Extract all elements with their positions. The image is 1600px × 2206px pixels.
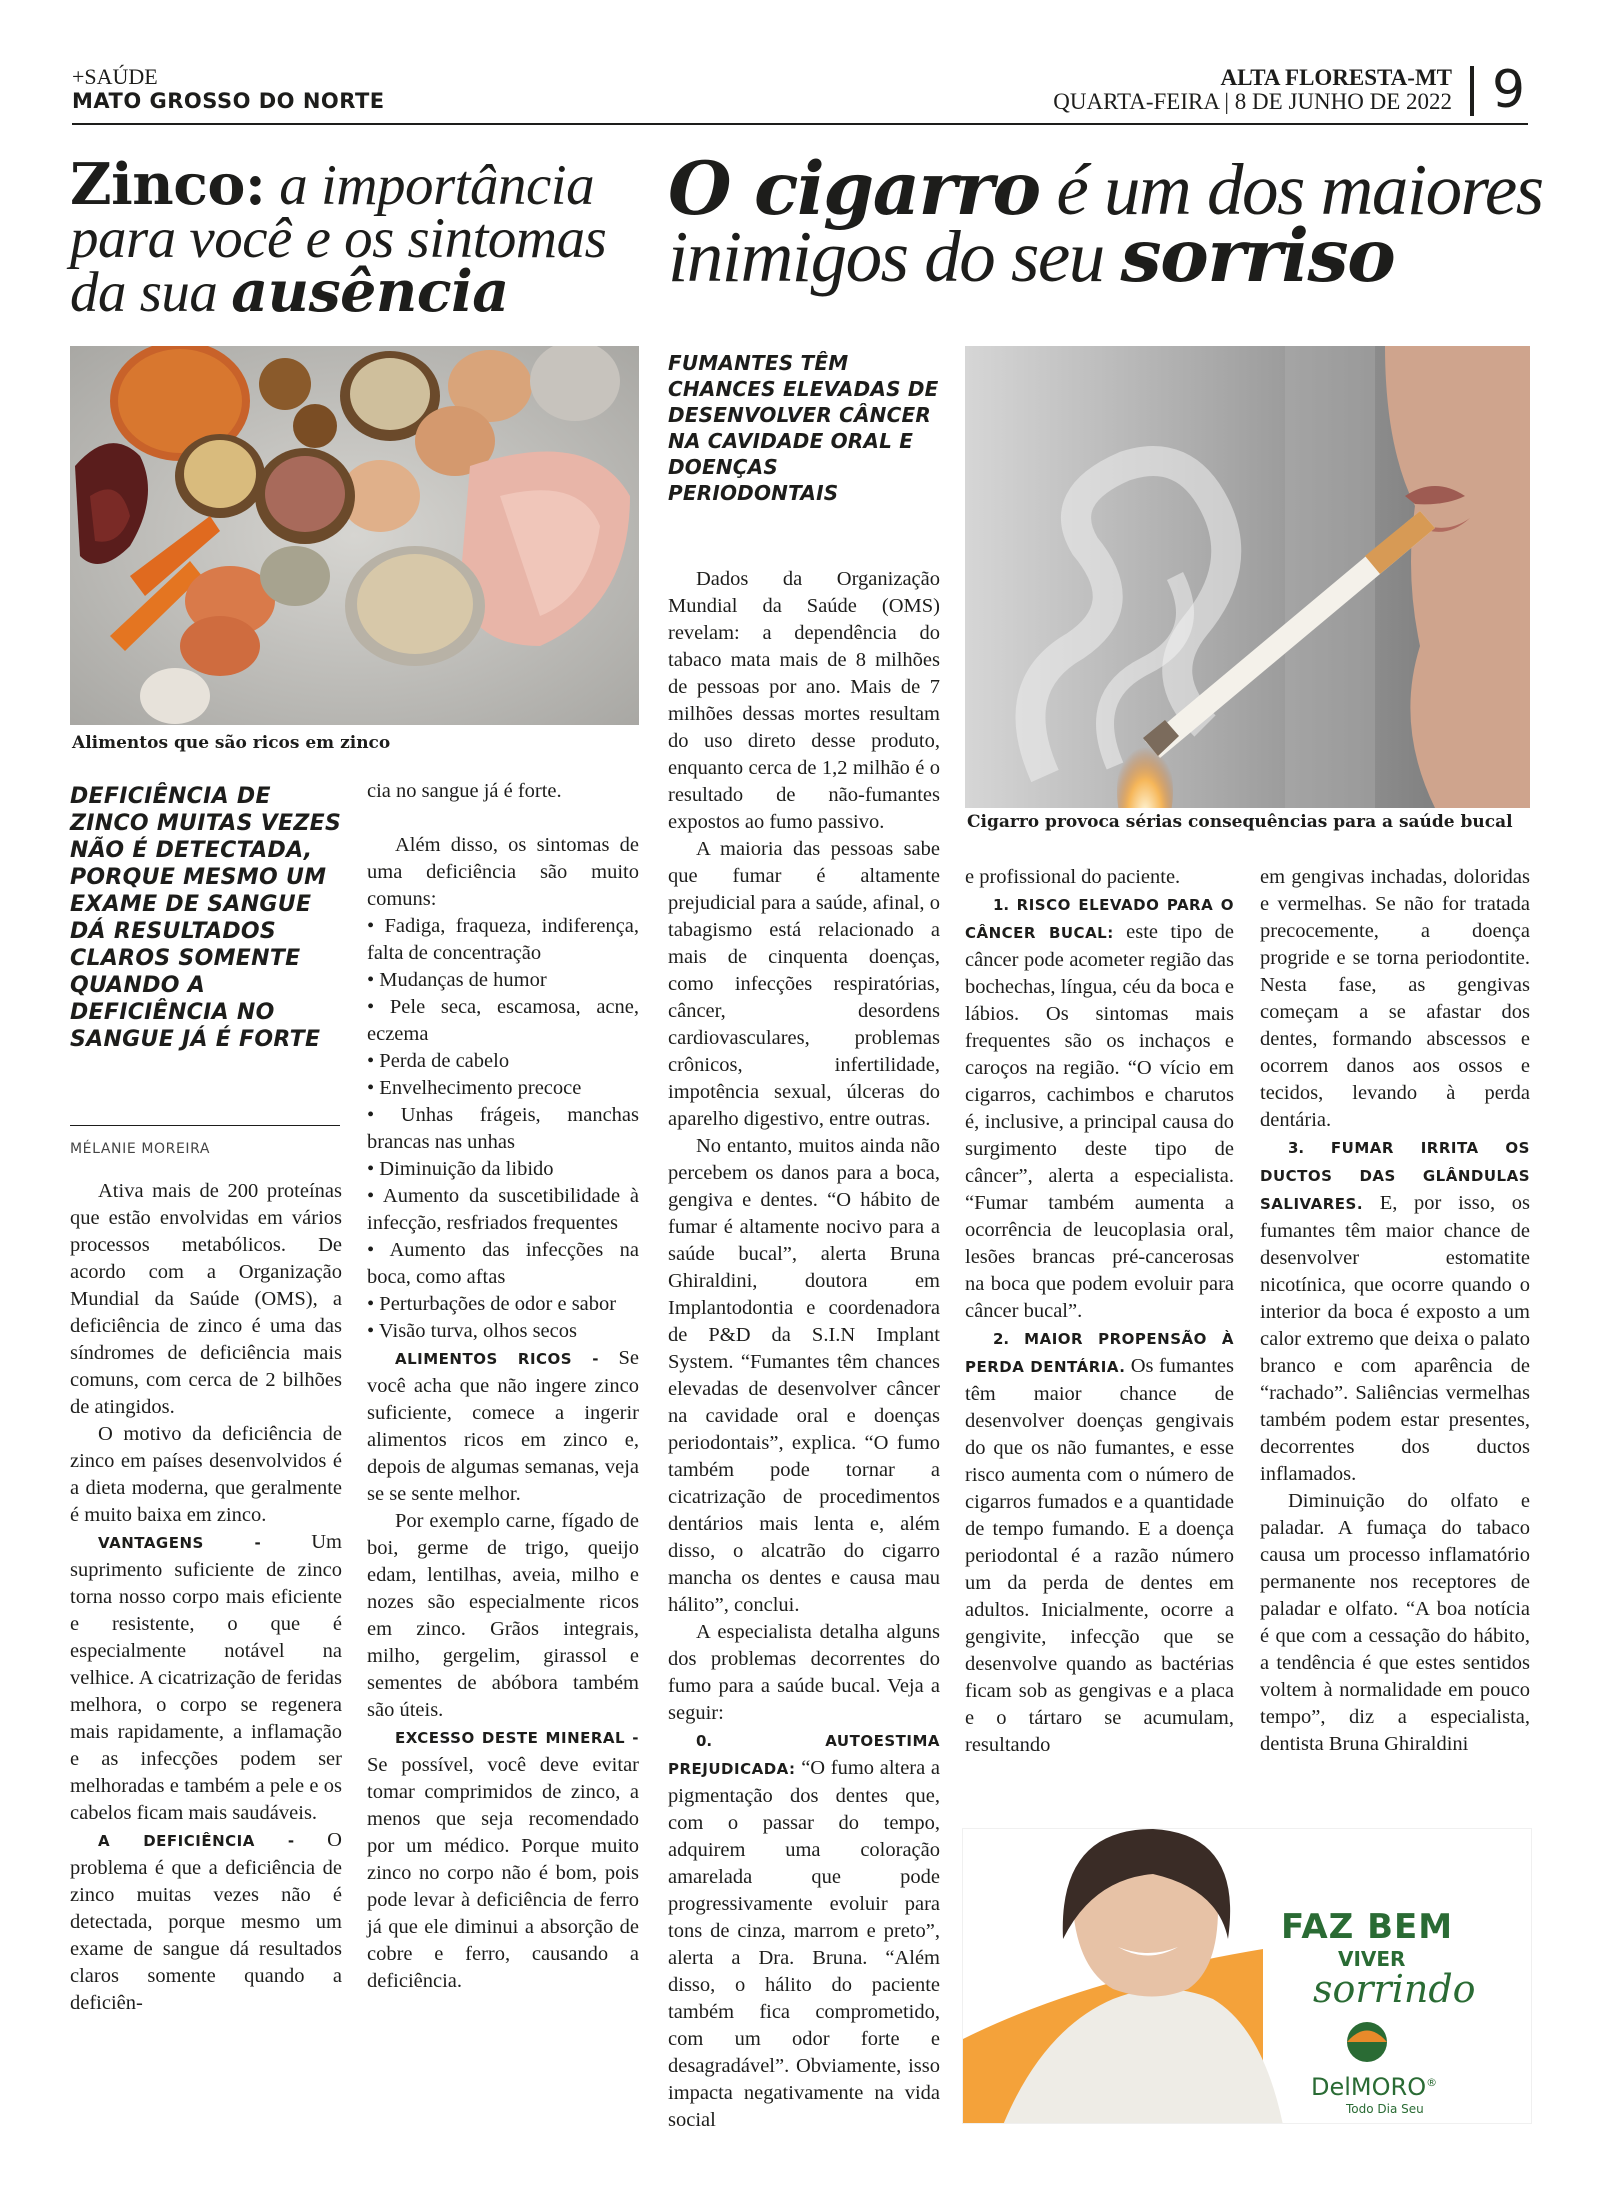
region-label: MATO GROSSO DO NORTE [72,89,385,113]
cigar-paragraph: “O fumo altera a pigmentação dos dentes que, com o passar do tempo, adquirem uma coloração amarelada que pode progressivamente evoluir para tons de cinza, marrom e preto”, alerta a Dra. Bruna. “Além disso, o hálito do paciente também fica comprometido, com um odor forte e desagradável”. Obviamente, isso impacta negativamente na vida social [668,1757,940,2131]
city-label: ALTA FLORESTA-MT [1220,65,1452,90]
cigar-kicker-autoestima: AUTOESTIMA PREJUDICADA: [668,1732,940,1778]
list-item: • Aumento da suscetibilidade à infecção, resfriados frequentes [367,1185,639,1234]
byline: MÉLANIE MOREIRA [70,1141,211,1157]
cigar-paragraph: Os fumantes têm maior chance de desenvolver doenças gengivais do que os não fumantes, e esse risco aumenta com o número de cigarros fumados e a quantidade de tempo fumando. E a doença periodontal é a razão número um da perda de dentes em adultos. Inicialmente, ocorre a gengivite, infecção que se desenvolve quando as bactérias ficam sob as gengivas e a placa e o tártaro se acumulam, resultando [965,1355,1234,1756]
zinc-paragraph: Se possível, você deve evitar tomar comprimidos de zinco, a menos que seja recomendado por um médico. Porque muito zinco no corpo não é bom, pois pode levar à deficiência de ferro já que ele diminui a absorção de cobre e ferro, causando a deficiência. [367,1754,639,1992]
zinc-deck: DEFICIÊNCIA DE ZINCO MUITAS VEZES NÃO É DETECTADA, PORQUE MESMO UM EXAME DE SANGUE DÁ RESULTADOS CLAROS SOMENTE QUANDO A DEFICIÊNCIA NO SANGUE JÁ É FORTE [70,784,342,1052]
list-item: • Diminuição da libido [367,1158,554,1180]
zinc-kicker-vantagens: VANTAGENS - [98,1534,262,1552]
issue-date: QUARTA-FEIRA | 8 DE JUNHO DE 2022 [1053,89,1452,114]
cigar-paragraph: e profissional do paciente. [965,866,1181,888]
symptom-list [367,913,639,1345]
ad-brand-mark: ® [1426,2076,1438,2089]
zinc-paragraph: Por exemplo carne, fígado de boi, germe de trigo, queijo edam, lentilhas, aveia, milho e nozes são especialmente ricos em zinco. Grãos integrais, milho, gergelim, girassol e sementes de abóbora também são úteis. [367,1510,639,1721]
zinc-article-title [70,151,670,325]
ad-headline: FAZ BEM [1281,1907,1454,1947]
list-item: • Envelhecimento precoce [367,1077,582,1099]
cigar-title-line2: inimigos do seu [668,216,1121,297]
smoker-photo [965,346,1530,808]
list-item: • Perda de cabelo [367,1050,510,1072]
cigar-item-number: 1. [993,896,1010,914]
zinc-paragraph: O problema é que a deficiência de zinco muitas vezes não é detectada, porque mesmo um exame de sangue dá resultados claros somente quando a deficiên- [70,1829,342,2014]
zinc-paragraph: Ativa mais de 200 proteínas que estão envolvidas em vários processos metabólicos. De acordo com a Organização Mundial da Saúde (OMS), a deficiência de zinco é uma das síndromes de deficiência mais comuns, com cerca de 2 bilhões de atingidos. [70,1180,342,1418]
cigar-article-title [668,146,1548,299]
zinc-paragraph: cia no sangue já é forte. [367,780,562,802]
zinc-column-2 [367,778,639,1995]
cigar-paragraph: Diminuição do olfato e paladar. A fumaça do tabaco causa um processo inflamatório permanente nos receptores de paladar e olfato. “A boa notícia é que com a cessação do hábito, a tendência é que estes sentidos voltem à normalidade em pouco tempo”, diz a especialista, dentista Bruna Ghiraldini [1260,1490,1530,1755]
zinc-paragraph: Além disso, os sintomas de uma deficiência são muito comuns: [367,834,639,910]
cigar-item-number: 2. [993,1330,1010,1348]
zinc-photo-caption: Alimentos que são ricos em zinco [72,733,391,753]
header-rule [72,123,1528,125]
cigar-column-3 [1260,864,1530,1758]
zinc-kicker-excesso: EXCESSO DESTE MINERAL - [395,1729,639,1747]
ad-brand-logo [1311,2073,1437,2101]
section-tag: +SAÚDE [72,64,158,89]
zinc-column-1 [70,1178,342,2017]
zinc-paragraph: O motivo da deficiência de zinco em países desenvolvidos é a dieta moderna, que geralmente é muito baixa em zinco. [70,1423,342,1526]
zinc-title-line3: da sua [70,261,232,324]
cigar-kicker-perda: MAIOR PROPENSÃO À PERDA DENTÁRIA. [965,1330,1234,1376]
zinc-kicker-alimentos: ALIMENTOS RICOS - [395,1350,599,1368]
list-item: • Mudanças de humor [367,969,547,991]
cigar-kicker-glandulas: FUMAR IRRITA OS DUCTOS DAS GLÂNDULAS SALIVARES. [1260,1139,1530,1213]
zinc-title-end-bold: ausência [231,258,509,325]
cigar-column-1 [668,566,940,2134]
zinc-paragraph: Um suprimento suficiente de zinco torna nosso corpo mais eficiente e resistente, o que é especialmente notável na velhice. A cicatrização de feridas melhora, o corpo se regenera mais rapidamente, a inflamação e as infecções podem ser melhoradas e também a pele e os cabelos ficam mais saudáveis. [70,1531,343,1824]
cigar-title-end-bold: sorriso [1120,213,1395,299]
cigar-paragraph: A maioria das pessoas sabe que fumar é altamente prejudicial para a saúde, afinal, o tabagismo está relacionado a mais de cinquenta doenças, como infecções respiratórias, câncer, desordens cardiovasculares, problemas crônicos, infertilidade, impotência sexual, úlceras do aparelho digestivo, entre outras. [668,838,940,1130]
byline-rule [70,1125,340,1126]
cigar-deck: FUMANTES TÊM CHANCES ELEVADAS DE DESENVOLVER CÂNCER NA CAVIDADE ORAL E DOENÇAS PERIODONTAIS [668,351,939,505]
list-item: • Fadiga, fraqueza, indiferença, falta de concentração [367,915,639,964]
list-item: • Unhas frágeis, manchas brancas nas unhas [367,1104,639,1153]
ad-line-sorrindo: sorrindo [1313,1967,1476,2011]
zinc-paragraph: Se você acha que não ingere zinco suficiente, comece a ingerir alimentos ricos em zinco e, depois de algumas semanas, veja se se sente melhor. [367,1347,639,1505]
list-item: • Visão turva, olhos secos [367,1320,577,1342]
cigar-item-number: 0. [696,1732,713,1750]
zinc-title-rest: a importância [265,154,595,217]
cigar-paragraph: E, por isso, os fumantes têm maior chance de desenvolver estomatite nicotínica, que ocorre quando o interior da boca é exposto a um calor extremo que deixa o palato branco e com aparência de “rachado”. Saliências vermelhas também podem estar presentes, decorrentes dos ductos inflamados. [1260,1192,1530,1485]
zinc-title-bold: Zinco: [70,151,266,218]
ad-line-viver: VIVER [1338,1947,1406,1971]
cigar-title-rest: é um dos maiores [1039,149,1543,230]
ad-tagline: Todo Dia Seu [1346,2102,1424,2116]
page-number: 9 [1492,60,1526,120]
cigar-paragraph: A especialista detalha alguns dos problemas decorrentes do fumo para a saúde bucal. Veja a seguir: [668,1621,940,1724]
cigar-title-bold: O cigarro [668,146,1040,232]
delmoro-advertisement[interactable] [962,1828,1532,2124]
cigar-paragraph: em gengivas inchadas, doloridas e vermelhas. Se não for tratada precocemente, a doença progride e se torna periodontite. Nesta fase, as gengivas começam a se afastar dos dentes, formando abscessos e ocorrem danos aos ossos e tecidos, levando à perda dentária. [1260,866,1530,1131]
cigar-paragraph: Dados da Organização Mundial da Saúde (OMS) revelam: a dependência do tabaco mata mais de 8 milhões de pessoas por ano. Mais de 7 milhões dessas mortes resultam do uso direto desse produto, enquanto cerca de 1,2 milhão é o resultado de não-fumantes expostos ao fumo passivo. [668,568,940,833]
cigar-paragraph: este tipo de câncer pode acometer região das bochechas, língua, céu da boca e lábios. Os sintomas mais frequentes são os inchaços e caroços na região. “O vício em cigarros, cachimbos e charutos é, inclusive, a principal causa do surgimento deste tipo de câncer”, alerta a especialista. “Fumar também aumenta a ocorrência de leucoplasia oral, lesões brancas pré-cancerosas na boca que podem evoluir para câncer bucal”. [965,921,1234,1322]
cigar-column-2 [965,864,1234,1759]
cigar-kicker-cancer: RISCO ELEVADO PARA O CÂNCER BUCAL: [965,896,1234,942]
page-number-divider [1470,66,1474,116]
zinc-foods-photo [70,346,639,725]
smoker-photo-caption: Cigarro provoca sérias consequências para a saúde bucal [967,812,1513,832]
cigar-paragraph: No entanto, muitos ainda não percebem os danos para a boca, gengiva e dentes. “O hábito de fumar é altamente nocivo para a saúde bucal”, alerta Bruna Ghiraldini, doutora em Implantodontia e coordenadora de P&D da S.I.N Implant System. “Fumantes têm chances elevadas de desenvolver câncer na cavidade oral e doenças periodontais”, explica. “O fumo também pode tornar a cicatrização de procedimentos dentários mais lenta e, além disso, o alcatrão do cigarro mancha os dentes e causa mau hálito”, conclui. [668,1135,940,1616]
zinc-kicker-deficiencia: A DEFICIÊNCIA - [98,1832,295,1850]
list-item: • Pele seca, escamosa, acne, eczema [367,996,639,1045]
cigar-item-number: 3. [1288,1139,1305,1157]
list-item: • Aumento das infecções na boca, como aftas [367,1239,639,1288]
list-item: • Perturbações de odor e sabor [367,1293,617,1315]
ad-brand-name: DelMORO [1311,2073,1427,2101]
zinc-title-line2: para você e os sintomas [70,207,607,270]
